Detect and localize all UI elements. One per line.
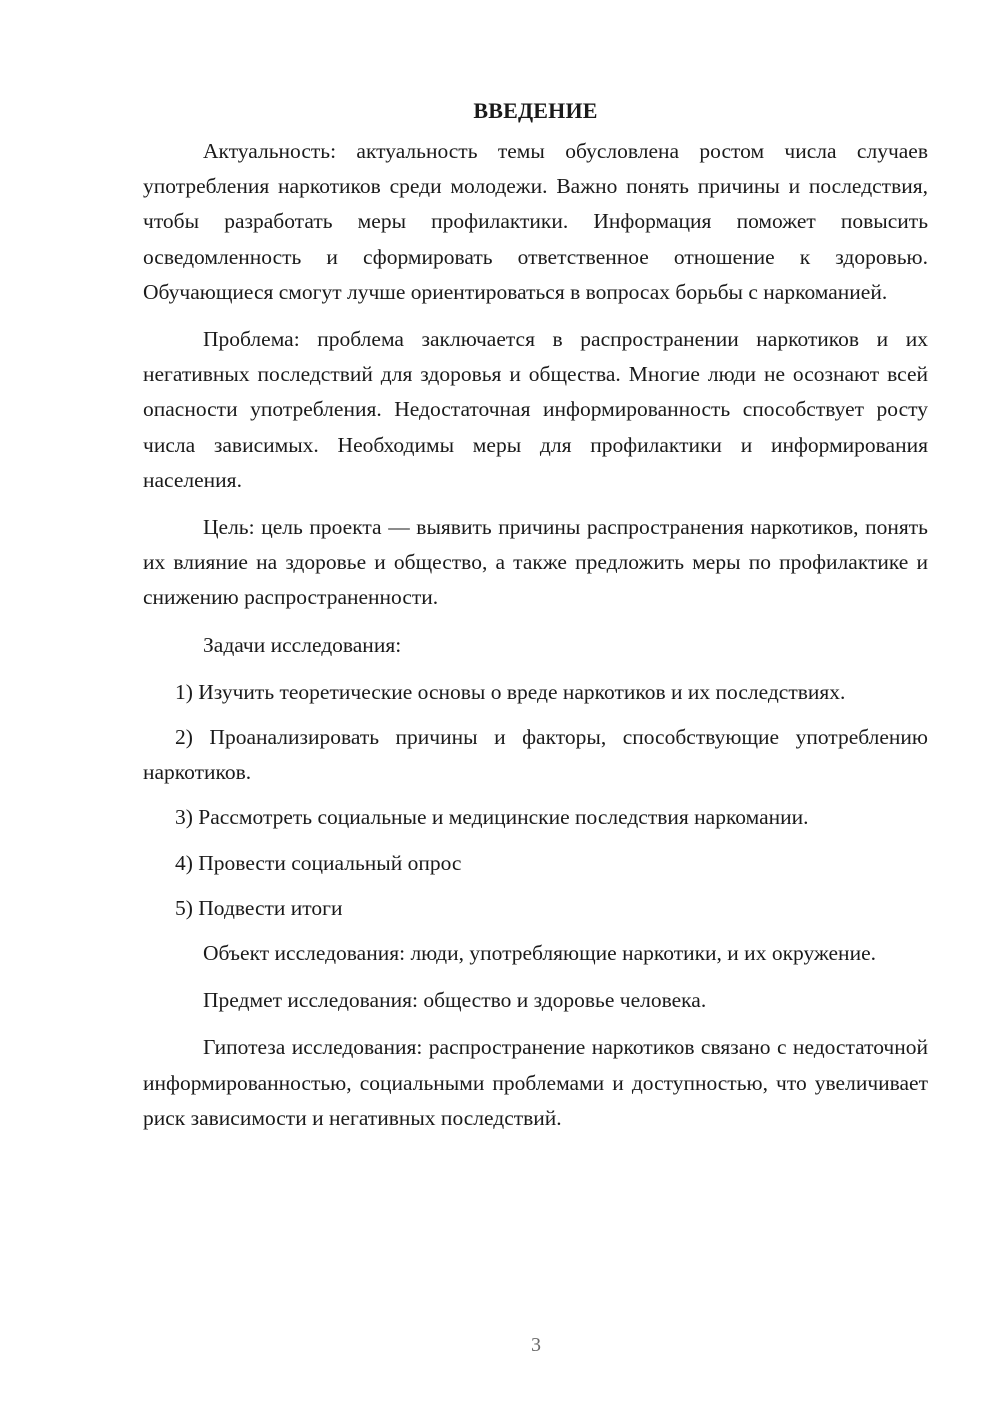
problem-paragraph: Проблема: проблема заключается в распространении наркотиков и их негативных последствий для здоровья и общества. Многие люди не осознают всей опасности употребления. Недостаточная информированность способствует росту числа зависимых. Необходимы меры для профилактики и информирования населения.	[143, 327, 928, 492]
goal-paragraph: Цель: цель проекта — выявить причины распространения наркотиков, понять их влияние на здоровье и общество, а также предложить меры по профилактике и снижению распространенности.	[143, 515, 928, 610]
document-page	[143, 93, 928, 1148]
page-title: ВВЕДЕНИЕ	[473, 98, 598, 123]
task-item-3: 3) Рассмотреть социальные и медицинские последствия наркомании.	[175, 805, 809, 830]
relevance-paragraph: Актуальность: актуальность темы обусловлена ростом числа случаев употребления наркотиков среди молодежи. Важно понять причины и последствия, чтобы разработать меры профилактики. Информация поможет повысить осведомленность и сформировать ответственное отношение к здоровью. Обучающиеся смогут лучше ориентироваться в вопросах борьбы с наркоманией.	[143, 139, 928, 304]
tasks-intro: Задачи исследования:	[203, 632, 402, 657]
page-number: 3	[531, 1334, 541, 1356]
tasks-list	[143, 675, 928, 926]
research-subject-paragraph: Предмет исследования: общество и здоровье человека.	[203, 988, 707, 1013]
task-item-2: 2) Проанализировать причины и факторы, способствующие употреблению наркотиков.	[143, 725, 928, 785]
hypothesis-paragraph: Гипотеза исследования: распространение наркотиков связано с недостаточной информированностью, социальными проблемами и доступностью, что увеличивает риск зависимости и негативных последствий.	[143, 1035, 928, 1130]
task-item-4: 4) Провести социальный опрос	[175, 850, 462, 875]
research-object-paragraph: Объект исследования: люди, употребляющие наркотики, и их окружение.	[203, 941, 876, 966]
task-item-5: 5) Подвести итоги	[175, 895, 343, 920]
task-item-1: 1) Изучить теоретические основы о вреде наркотиков и их последствиях.	[175, 679, 846, 704]
